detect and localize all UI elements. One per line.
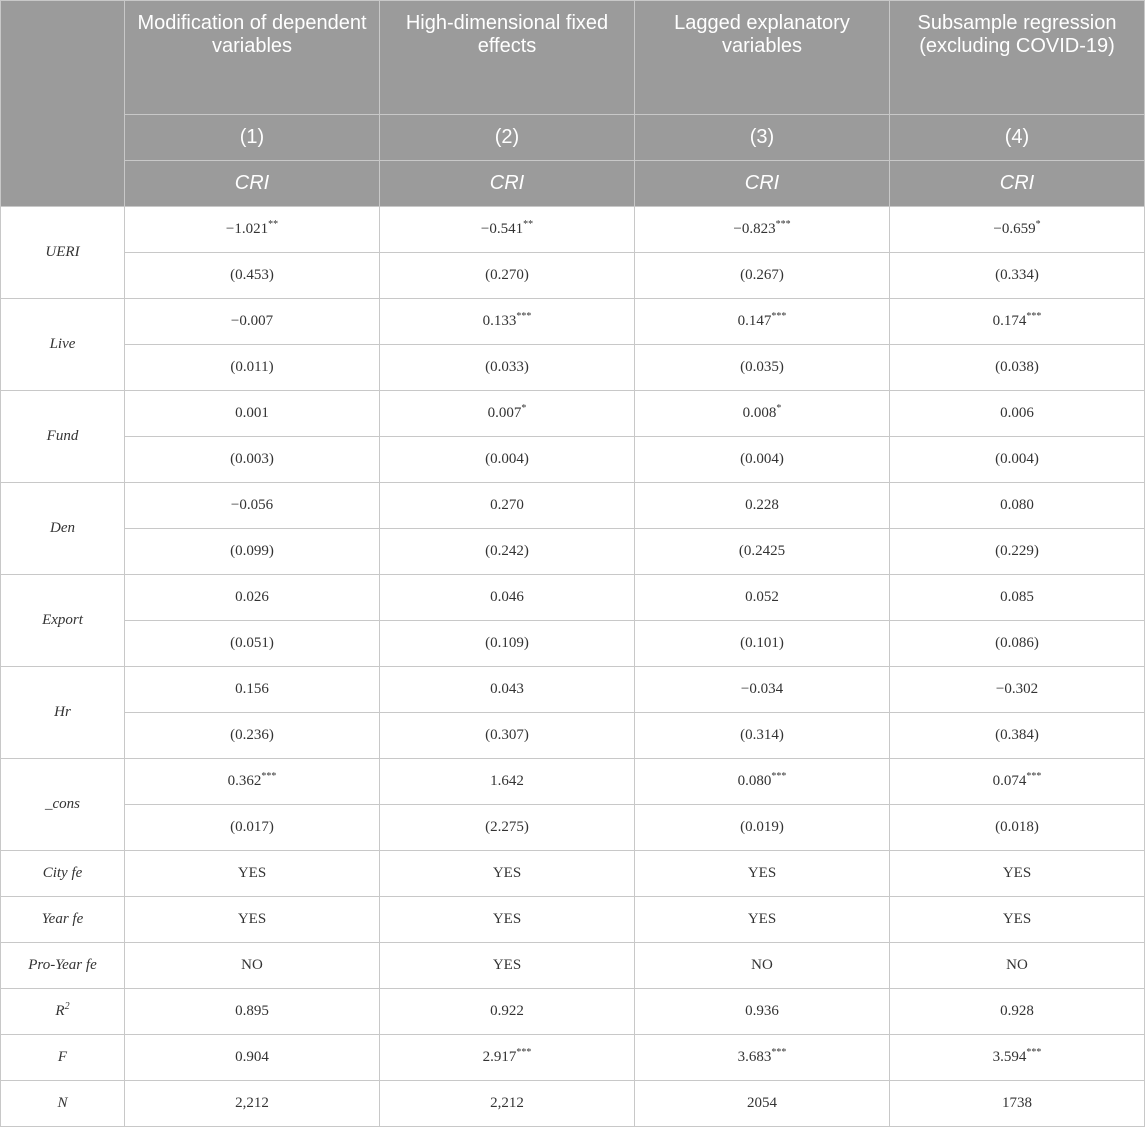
- coefficient-cell: [890, 1035, 1145, 1081]
- standard-error-cell: (0.384): [890, 713, 1145, 759]
- significance-stars: ***: [771, 311, 787, 322]
- significance-stars: ***: [516, 1047, 532, 1058]
- coefficient-cell: [635, 851, 890, 897]
- coefficient-row: [1, 207, 1145, 253]
- coefficient-cell: [890, 943, 1145, 989]
- significance-stars: ***: [771, 771, 787, 782]
- coefficient-cell: [380, 897, 635, 943]
- coefficient-cell: [635, 943, 890, 989]
- row-label-superscript: 2: [64, 1001, 70, 1012]
- standard-error-cell: (0.267): [635, 253, 890, 299]
- statistic-row: [1, 943, 1145, 989]
- significance-stars: *: [521, 403, 527, 414]
- coefficient-cell: [635, 989, 890, 1035]
- coefficient-cell: [380, 207, 635, 253]
- coefficient-cell: [125, 483, 380, 529]
- coefficient-cell: [125, 943, 380, 989]
- coefficient-cell: [125, 207, 380, 253]
- coefficient-value: −0.823: [733, 221, 776, 237]
- coefficient-cell: [380, 575, 635, 621]
- coefficient-value: 0.046: [490, 589, 524, 605]
- coefficient-cell: [635, 1081, 890, 1127]
- row-label: [1, 851, 125, 897]
- coefficient-cell: [635, 483, 890, 529]
- coefficient-row: [1, 299, 1145, 345]
- standard-error-row: [1, 621, 1145, 667]
- table-body: [1, 207, 1145, 1127]
- coefficient-cell: [380, 759, 635, 805]
- coefficient-cell: [380, 483, 635, 529]
- coefficient-cell: [125, 575, 380, 621]
- column-number: (3): [635, 115, 890, 161]
- coefficient-value: 0.904: [235, 1049, 269, 1065]
- standard-error-cell: (0.018): [890, 805, 1145, 851]
- coefficient-cell: [380, 667, 635, 713]
- coefficient-value: 0.936: [745, 1003, 779, 1019]
- standard-error-cell: (0.038): [890, 345, 1145, 391]
- significance-stars: **: [268, 219, 279, 230]
- row-label: [1, 897, 125, 943]
- coefficient-value: YES: [1002, 911, 1032, 927]
- coefficient-cell: [635, 1035, 890, 1081]
- coefficient-value: 0.922: [490, 1003, 524, 1019]
- coefficient-cell: [125, 667, 380, 713]
- coefficient-value: 2.917: [482, 1049, 517, 1065]
- column-number: (4): [890, 115, 1145, 161]
- row-label: UERI: [1, 207, 125, 299]
- column-title: High-dimensional fixed effects: [380, 1, 635, 115]
- coefficient-cell: [890, 897, 1145, 943]
- significance-stars: *: [776, 403, 782, 414]
- standard-error-cell: (0.086): [890, 621, 1145, 667]
- significance-stars: ***: [1026, 1047, 1042, 1058]
- column-title: Subsample regression (excluding COVID-19): [890, 1, 1145, 115]
- row-label: Live: [1, 299, 125, 391]
- coefficient-value: 0.147: [737, 313, 772, 329]
- standard-error-row: [1, 529, 1145, 575]
- coefficient-cell: [380, 391, 635, 437]
- standard-error-cell: (0.334): [890, 253, 1145, 299]
- significance-stars: ***: [516, 311, 532, 322]
- coefficient-value: YES: [237, 865, 267, 881]
- coefficient-value: −0.034: [740, 681, 784, 697]
- coefficient-value: 0.156: [235, 681, 269, 697]
- coefficient-cell: [635, 207, 890, 253]
- row-label-text: N: [57, 1095, 68, 1111]
- coefficient-row: [1, 575, 1145, 621]
- coefficient-cell: [890, 483, 1145, 529]
- coefficient-row: [1, 759, 1145, 805]
- coefficient-cell: [890, 1081, 1145, 1127]
- coefficient-cell: [635, 759, 890, 805]
- coefficient-cell: [380, 989, 635, 1035]
- row-label-text: City fe: [42, 865, 83, 881]
- standard-error-cell: (0.307): [380, 713, 635, 759]
- row-label: [1, 1081, 125, 1127]
- coefficient-value: −0.659: [993, 221, 1036, 237]
- standard-error-cell: (0.004): [890, 437, 1145, 483]
- coefficient-value: 1738: [1002, 1095, 1032, 1111]
- coefficient-cell: [380, 299, 635, 345]
- header-corner: [1, 1, 125, 207]
- coefficient-cell: [635, 667, 890, 713]
- coefficient-value: 2,212: [235, 1095, 269, 1111]
- coefficient-value: −0.056: [230, 497, 274, 513]
- standard-error-cell: (0.2425: [635, 529, 890, 575]
- coefficient-cell: [890, 391, 1145, 437]
- statistic-row: [1, 897, 1145, 943]
- header-number-row: [1, 115, 1145, 161]
- standard-error-row: [1, 253, 1145, 299]
- statistic-row: [1, 1035, 1145, 1081]
- coefficient-value: 0.174: [992, 313, 1027, 329]
- row-label: [1, 989, 125, 1035]
- coefficient-row: [1, 483, 1145, 529]
- row-label-text: F: [57, 1049, 68, 1065]
- significance-stars: ***: [1026, 771, 1042, 782]
- coefficient-value: −0.302: [995, 681, 1039, 697]
- standard-error-cell: (0.236): [125, 713, 380, 759]
- standard-error-cell: (0.003): [125, 437, 380, 483]
- standard-error-row: [1, 437, 1145, 483]
- coefficient-value: 0.052: [745, 589, 779, 605]
- coefficient-value: NO: [241, 957, 263, 973]
- coefficient-cell: [890, 851, 1145, 897]
- coefficient-cell: [635, 391, 890, 437]
- column-title: Lagged explanatory variables: [635, 1, 890, 115]
- standard-error-cell: (0.242): [380, 529, 635, 575]
- row-label: [1, 943, 125, 989]
- coefficient-value: 1.642: [490, 773, 524, 789]
- row-label: Export: [1, 575, 125, 667]
- standard-error-cell: (2.275): [380, 805, 635, 851]
- coefficient-value: 0.080: [737, 773, 772, 789]
- standard-error-cell: (0.033): [380, 345, 635, 391]
- coefficient-value: YES: [492, 957, 522, 973]
- coefficient-cell: [635, 575, 890, 621]
- significance-stars: ***: [771, 1047, 787, 1058]
- coefficient-value: 0.270: [490, 497, 524, 513]
- standard-error-row: [1, 713, 1145, 759]
- coefficient-cell: [125, 851, 380, 897]
- standard-error-cell: (0.017): [125, 805, 380, 851]
- coefficient-cell: [635, 897, 890, 943]
- significance-stars: *: [1035, 219, 1041, 230]
- coefficient-cell: [125, 897, 380, 943]
- standard-error-cell: (0.004): [635, 437, 890, 483]
- coefficient-cell: [890, 299, 1145, 345]
- standard-error-cell: (0.051): [125, 621, 380, 667]
- significance-stars: ***: [261, 771, 277, 782]
- standard-error-cell: (0.229): [890, 529, 1145, 575]
- dependent-variable: CRI: [890, 161, 1145, 207]
- standard-error-cell: (0.101): [635, 621, 890, 667]
- coefficient-cell: [890, 759, 1145, 805]
- coefficient-cell: [125, 1035, 380, 1081]
- coefficient-row: [1, 391, 1145, 437]
- standard-error-cell: (0.004): [380, 437, 635, 483]
- row-label: Hr: [1, 667, 125, 759]
- coefficient-cell: [380, 1035, 635, 1081]
- coefficient-cell: [890, 667, 1145, 713]
- coefficient-cell: [380, 851, 635, 897]
- standard-error-cell: (0.011): [125, 345, 380, 391]
- standard-error-cell: (0.035): [635, 345, 890, 391]
- standard-error-row: [1, 805, 1145, 851]
- coefficient-value: 0.133: [482, 313, 517, 329]
- coefficient-value: 0.074: [992, 773, 1027, 789]
- coefficient-value: 0.007: [487, 405, 522, 421]
- dependent-variable: CRI: [125, 161, 380, 207]
- coefficient-value: NO: [751, 957, 773, 973]
- statistic-row: [1, 989, 1145, 1035]
- coefficient-value: 2054: [747, 1095, 777, 1111]
- column-number: (2): [380, 115, 635, 161]
- coefficient-cell: [380, 1081, 635, 1127]
- column-number: (1): [125, 115, 380, 161]
- coefficient-cell: [890, 989, 1145, 1035]
- standard-error-cell: (0.099): [125, 529, 380, 575]
- table-header: [1, 1, 1145, 207]
- coefficient-cell: [125, 1081, 380, 1127]
- coefficient-value: 2,212: [490, 1095, 524, 1111]
- coefficient-value: 3.683: [737, 1049, 772, 1065]
- statistic-row: [1, 851, 1145, 897]
- coefficient-cell: [125, 299, 380, 345]
- standard-error-cell: (0.314): [635, 713, 890, 759]
- coefficient-value: 0.026: [235, 589, 269, 605]
- coefficient-value: YES: [1002, 865, 1032, 881]
- coefficient-cell: [380, 943, 635, 989]
- coefficient-value: 0.928: [1000, 1003, 1034, 1019]
- row-label-text: Year fe: [41, 911, 84, 927]
- coefficient-cell: [890, 207, 1145, 253]
- row-label: [1, 1035, 125, 1081]
- column-title: Modification of dependent variables: [125, 1, 380, 115]
- coefficient-value: 0.895: [235, 1003, 269, 1019]
- coefficient-cell: [125, 759, 380, 805]
- coefficient-value: YES: [747, 911, 777, 927]
- coefficient-value: 0.362: [227, 773, 262, 789]
- coefficient-value: 0.080: [1000, 497, 1034, 513]
- header-title-row: [1, 1, 1145, 115]
- coefficient-value: 0.228: [745, 497, 779, 513]
- coefficient-value: −1.021: [225, 221, 269, 237]
- standard-error-cell: (0.019): [635, 805, 890, 851]
- coefficient-cell: [890, 575, 1145, 621]
- coefficient-value: 0.043: [490, 681, 524, 697]
- coefficient-value: 0.008: [742, 405, 777, 421]
- row-label-text: Pro-Year fe: [28, 957, 97, 973]
- header-dependent-row: [1, 161, 1145, 207]
- significance-stars: ***: [1026, 311, 1042, 322]
- standard-error-cell: (0.453): [125, 253, 380, 299]
- significance-stars: **: [523, 219, 534, 230]
- row-label-text: R: [55, 1003, 65, 1019]
- coefficient-value: 0.006: [1000, 405, 1034, 421]
- coefficient-row: [1, 667, 1145, 713]
- significance-stars: ***: [775, 219, 791, 230]
- coefficient-cell: [125, 989, 380, 1035]
- dependent-variable: CRI: [380, 161, 635, 207]
- coefficient-value: YES: [492, 911, 522, 927]
- coefficient-value: 0.001: [235, 405, 269, 421]
- standard-error-cell: (0.109): [380, 621, 635, 667]
- dependent-variable: CRI: [635, 161, 890, 207]
- coefficient-value: −0.541: [480, 221, 524, 237]
- standard-error-row: [1, 345, 1145, 391]
- coefficient-value: 0.085: [1000, 589, 1034, 605]
- coefficient-value: NO: [1006, 957, 1028, 973]
- row-label: Fund: [1, 391, 125, 483]
- row-label: _cons: [1, 759, 125, 851]
- coefficient-cell: [125, 391, 380, 437]
- statistic-row: [1, 1081, 1145, 1127]
- coefficient-value: YES: [747, 865, 777, 881]
- coefficient-value: −0.007: [230, 313, 274, 329]
- row-label: Den: [1, 483, 125, 575]
- standard-error-cell: (0.270): [380, 253, 635, 299]
- coefficient-value: YES: [237, 911, 267, 927]
- coefficient-value: YES: [492, 865, 522, 881]
- coefficient-cell: [635, 299, 890, 345]
- coefficient-value: 3.594: [992, 1049, 1027, 1065]
